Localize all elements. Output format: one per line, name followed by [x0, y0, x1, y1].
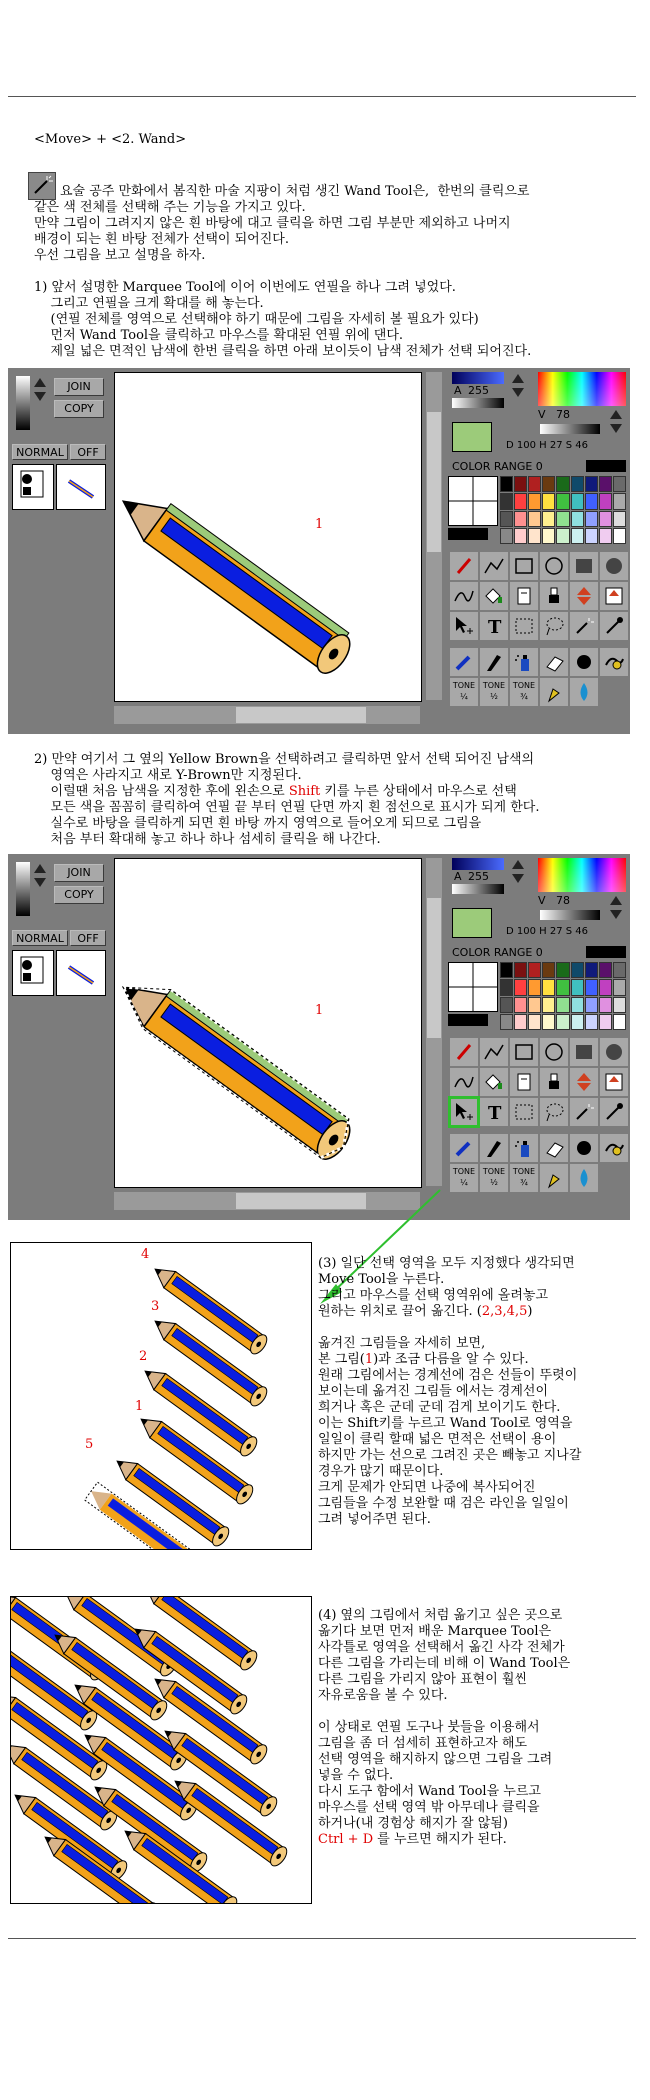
horizontal-scrollbar[interactable]	[114, 706, 420, 724]
moved-pencils-drawing	[11, 1243, 311, 1549]
nib-tool[interactable]	[540, 678, 568, 706]
original-number: 1	[364, 1352, 374, 1367]
alpha-label: A	[454, 870, 462, 883]
stamp-tool[interactable]	[540, 1068, 568, 1096]
alpha-up-icon[interactable]	[512, 860, 524, 869]
hue-spectrum[interactable]	[538, 372, 626, 406]
eraser-tool[interactable]	[540, 1134, 568, 1162]
tone-quarter-tool[interactable]: TONE ¼	[450, 1164, 478, 1192]
page-heading: <Move> + <2. Wand>	[34, 132, 187, 147]
color-range-label: COLOR RANGE 0	[452, 946, 543, 959]
figure-label-4: 4	[141, 1247, 150, 1262]
off-button[interactable]: OFF	[70, 930, 106, 946]
copy-button[interactable]: COPY	[54, 400, 104, 418]
color-tool-panel	[448, 368, 630, 734]
tone-half-tool[interactable]: TONE ½	[480, 1164, 508, 1192]
figure-label-1: 1	[135, 1399, 144, 1414]
top-divider	[8, 96, 636, 97]
svg-text:T: T	[488, 617, 502, 637]
fill-bucket-tool[interactable]	[480, 1068, 508, 1096]
lasso-tool[interactable]	[540, 612, 568, 640]
arrow-up-icon[interactable]	[34, 378, 46, 387]
tool-grid-top	[450, 1038, 628, 1126]
layer-preview-thumb[interactable]	[56, 950, 106, 996]
v-value: 78	[556, 894, 570, 907]
fg-bg-swatch[interactable]	[448, 528, 488, 540]
transform-tool[interactable]	[600, 1068, 628, 1096]
bottom-divider	[8, 1938, 636, 1939]
figure-label-3: 3	[151, 1299, 160, 1314]
dhs-readout: D 100 H 27 S 46	[506, 926, 588, 937]
rectangle-tool[interactable]	[510, 1038, 538, 1066]
v-down-icon[interactable]	[610, 424, 622, 433]
layer-gradient-2	[16, 862, 30, 916]
v-label: V	[538, 408, 546, 421]
layer-panel-2	[8, 854, 112, 1220]
tool-grid-bottom	[450, 648, 628, 706]
wand-tool[interactable]	[570, 612, 598, 640]
v-down-icon[interactable]	[610, 910, 622, 919]
lasso-tool[interactable]	[540, 1098, 568, 1126]
brush-tool[interactable]	[450, 1134, 478, 1162]
color-palette[interactable]	[500, 962, 626, 1030]
v-up-icon[interactable]	[610, 896, 622, 905]
layer-gradient	[16, 376, 30, 430]
transform-tool[interactable]	[600, 582, 628, 610]
rectangle-tool[interactable]	[510, 552, 538, 580]
wand-tool[interactable]	[570, 1098, 598, 1126]
arrow-down-icon[interactable]	[34, 878, 46, 887]
text-box-tool[interactable]	[510, 1068, 538, 1096]
hue-spectrum[interactable]	[538, 858, 626, 892]
figure-moved-pencils	[10, 1242, 312, 1550]
v-up-icon[interactable]	[610, 410, 622, 419]
alpha-value: 255	[468, 870, 489, 883]
layer-icon-thumb[interactable]	[12, 464, 54, 510]
shift-key-text: Shift	[288, 784, 321, 799]
blur-tool[interactable]	[570, 648, 598, 676]
color-range-box[interactable]	[586, 946, 626, 958]
line-tool[interactable]	[480, 552, 508, 580]
filled-ellipse-tool[interactable]	[600, 552, 628, 580]
ink-pen-tool[interactable]	[480, 648, 508, 676]
figure-label-2: 2	[139, 1349, 148, 1364]
v-label: V	[538, 894, 546, 907]
current-color-swatch[interactable]	[452, 908, 492, 938]
tone-half-tool[interactable]: TONE ½	[480, 678, 508, 706]
pencil-drawing	[115, 373, 421, 701]
alpha-bar[interactable]	[452, 398, 504, 408]
wand-icon	[28, 172, 56, 200]
copy-button[interactable]: COPY	[54, 886, 104, 904]
brush-tool[interactable]	[450, 648, 478, 676]
off-button[interactable]: OFF	[70, 444, 106, 460]
alpha-bar[interactable]	[452, 884, 504, 894]
water-drop-tool[interactable]	[570, 678, 598, 706]
text-box-tool[interactable]	[510, 582, 538, 610]
layer-icon-thumb[interactable]	[12, 950, 54, 996]
eraser-tool[interactable]	[540, 648, 568, 676]
move-tool[interactable]	[450, 612, 478, 640]
spray-tool[interactable]	[510, 648, 538, 676]
canvas-label-1: 1	[315, 1003, 324, 1018]
fill-bucket-tool[interactable]	[480, 582, 508, 610]
pencil-drawing-selected	[115, 859, 421, 1187]
text-tool[interactable]	[480, 1098, 508, 1126]
arrow-up-icon[interactable]	[34, 864, 46, 873]
figure-label-5: 5	[85, 1437, 94, 1452]
vertical-scrollbar[interactable]	[426, 372, 442, 700]
grid-preview[interactable]	[448, 476, 498, 526]
color-palette[interactable]	[500, 476, 626, 544]
text-tool[interactable]	[480, 612, 508, 640]
tone-quarter-tool[interactable]: TONE ¼	[450, 678, 478, 706]
tone-three-quarter-tool[interactable]: TONE ¾	[510, 1164, 538, 1192]
alpha-down-icon[interactable]	[512, 388, 524, 397]
move-tool-selected[interactable]	[450, 1098, 478, 1126]
filled-rect-tool[interactable]	[570, 1038, 598, 1066]
marquee-tool[interactable]	[510, 612, 538, 640]
value-bar[interactable]	[540, 424, 600, 434]
flip-tool[interactable]	[570, 1068, 598, 1096]
nib-tool[interactable]	[540, 1164, 568, 1192]
moved-numbers: 2,3,4,5	[481, 1304, 528, 1319]
app-window-1	[8, 368, 630, 734]
arrow-down-icon[interactable]	[34, 392, 46, 401]
canvas-label-1: 1	[315, 517, 324, 532]
color-range-label: COLOR RANGE 0	[452, 460, 543, 473]
join-button[interactable]: JOIN	[54, 378, 104, 396]
tone-three-quarter-tool[interactable]: TONE ¾	[510, 678, 538, 706]
ctrl-d-shortcut: Ctrl + D	[318, 1832, 374, 1847]
curve-tool[interactable]	[450, 1068, 478, 1096]
marquee-tool[interactable]	[510, 1098, 538, 1126]
pen-tool[interactable]	[450, 552, 478, 580]
alpha-label: A	[454, 384, 462, 397]
join-button[interactable]: JOIN	[54, 864, 104, 882]
stamp-tool[interactable]	[540, 582, 568, 610]
current-color-swatch[interactable]	[452, 422, 492, 452]
app-window-2	[8, 854, 630, 1220]
blur-tool[interactable]	[570, 1134, 598, 1162]
figure-many-pencils	[10, 1596, 312, 1904]
many-pencils-drawing	[11, 1597, 311, 1903]
layer-preview-thumb[interactable]	[56, 464, 106, 510]
v-value: 78	[556, 408, 570, 421]
value-bar[interactable]	[540, 910, 600, 920]
layer-panel	[8, 368, 112, 734]
drawing-canvas-selected[interactable]	[114, 858, 422, 1188]
ellipse-tool[interactable]	[540, 552, 568, 580]
color-tool-panel-2	[448, 854, 630, 1220]
normal-mode-button[interactable]: NORMAL	[12, 930, 68, 946]
line-tool[interactable]	[480, 1038, 508, 1066]
drawing-canvas[interactable]	[114, 372, 422, 702]
ink-pen-tool[interactable]	[480, 1134, 508, 1162]
color-gradient-bar[interactable]	[452, 858, 504, 870]
fg-bg-swatch[interactable]	[448, 1014, 488, 1026]
ellipse-tool[interactable]	[540, 1038, 568, 1066]
alpha-down-icon[interactable]	[512, 874, 524, 883]
eyedropper-tool[interactable]	[600, 1098, 628, 1126]
tool-grid-bottom	[450, 1134, 628, 1192]
flip-tool[interactable]	[570, 582, 598, 610]
tool-grid-top	[450, 552, 628, 640]
normal-mode-button[interactable]: NORMAL	[12, 444, 68, 460]
filled-rect-tool[interactable]	[570, 552, 598, 580]
vertical-scrollbar[interactable]	[426, 858, 442, 1186]
smudge-tool[interactable]	[600, 648, 628, 676]
svg-text:T: T	[488, 1103, 502, 1123]
alpha-up-icon[interactable]	[512, 374, 524, 383]
grid-preview[interactable]	[448, 962, 498, 1012]
alpha-value: 255	[468, 384, 489, 397]
curve-tool[interactable]	[450, 582, 478, 610]
water-drop-tool[interactable]	[570, 1164, 598, 1192]
filled-ellipse-tool[interactable]	[600, 1038, 628, 1066]
spray-tool[interactable]	[510, 1134, 538, 1162]
pen-tool[interactable]	[450, 1038, 478, 1066]
color-gradient-bar[interactable]	[452, 372, 504, 384]
eyedropper-tool[interactable]	[600, 612, 628, 640]
dhs-readout: D 100 H 27 S 46	[506, 440, 588, 451]
color-range-box[interactable]	[586, 460, 626, 472]
smudge-tool[interactable]	[600, 1134, 628, 1162]
